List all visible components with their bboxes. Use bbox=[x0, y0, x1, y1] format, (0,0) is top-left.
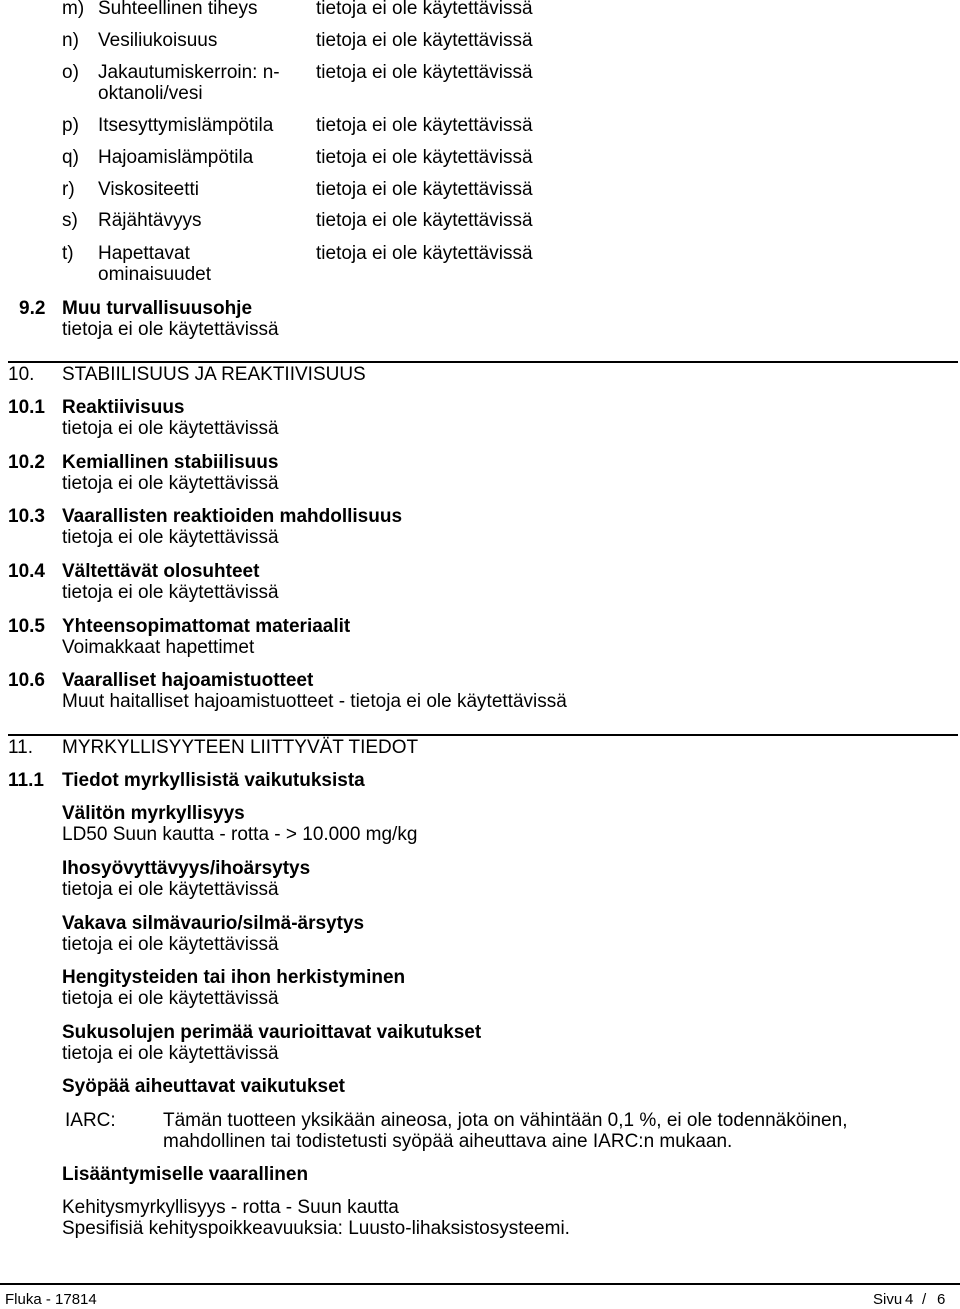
subsection-text: tietoja ei ole käytettävissä bbox=[62, 581, 279, 603]
property-value: tietoja ei ole käytettävissä bbox=[316, 178, 533, 200]
section-11-heading bbox=[0, 737, 960, 758]
property-letter: o) bbox=[62, 61, 79, 83]
section-title: MYRKYLLISYYTEEN LIITTYVÄT TIEDOT bbox=[62, 736, 419, 758]
property-name: Viskositeetti bbox=[98, 178, 200, 200]
toxicity-text: LD50 Suun kautta - rotta - > 10.000 mg/kg bbox=[62, 823, 418, 845]
footer-product-code: Fluka - 17814 bbox=[5, 1291, 97, 1308]
reproductive-toxicity-text bbox=[0, 1196, 960, 1239]
subsection-title: Vaarallisten reaktioiden mahdollisuus bbox=[62, 505, 403, 527]
subsection-text: tietoja ei ole käytettävissä bbox=[62, 417, 279, 439]
property-row bbox=[0, 242, 960, 285]
property-name: Suhteellinen tiheys bbox=[98, 0, 258, 19]
iarc-row bbox=[0, 1109, 960, 1152]
page-current: 4 bbox=[905, 1291, 914, 1308]
subsection-title: Vaaralliset hajoamistuotteet bbox=[62, 669, 314, 691]
subsection-10-1 bbox=[0, 396, 960, 439]
subsection-title: Kemiallinen stabiilisuus bbox=[62, 451, 279, 473]
subsection-title: Vältettävät olosuhteet bbox=[62, 560, 260, 582]
subsection-title: Yhteensopimattomat materiaalit bbox=[62, 615, 351, 637]
toxicity-text: tietoja ei ole käytettävissä bbox=[62, 1042, 279, 1064]
toxicity-item bbox=[0, 966, 960, 1009]
property-name: Jakautumiskerroin: n-oktanoli/vesi bbox=[98, 61, 280, 104]
section-divider bbox=[8, 734, 958, 736]
toxicity-heading: Vakava silmävaurio/silmä-ärsytys bbox=[62, 912, 365, 934]
property-letter: q) bbox=[62, 146, 79, 168]
property-row bbox=[0, 115, 960, 136]
property-letter: m) bbox=[62, 0, 85, 19]
property-row bbox=[0, 0, 960, 19]
property-row bbox=[0, 61, 960, 104]
subsection-9-2 bbox=[0, 297, 960, 340]
property-name: Hajoamislämpötila bbox=[98, 146, 254, 168]
subsection-number: 10.1 bbox=[8, 396, 45, 418]
subsection-10-5 bbox=[0, 615, 960, 658]
subsection-text: Voimakkaat hapettimet bbox=[62, 636, 255, 658]
iarc-label: IARC: bbox=[65, 1109, 116, 1131]
toxicity-item bbox=[0, 1021, 960, 1064]
property-row bbox=[0, 147, 960, 168]
subsection-text: tietoja ei ole käytettävissä bbox=[62, 526, 279, 548]
property-row bbox=[0, 210, 960, 231]
property-value: tietoja ei ole käytettävissä bbox=[316, 29, 533, 51]
subsection-number: 11.1 bbox=[8, 769, 44, 791]
subsection-text: Muut haitalliset hajoamistuotteet - tietoja ei ole käytettävissä bbox=[62, 690, 567, 712]
property-name: Vesiliukoisuus bbox=[98, 29, 218, 51]
property-name: Hapettavat ominaisuudet bbox=[98, 242, 212, 285]
property-letter: p) bbox=[62, 114, 79, 136]
toxicity-heading: Syöpää aiheuttavat vaikutukset bbox=[62, 1075, 345, 1097]
property-value: tietoja ei ole käytettävissä bbox=[316, 0, 533, 19]
subsection-11-1 bbox=[0, 770, 960, 791]
subsection-10-6 bbox=[0, 669, 960, 712]
subsection-title: Muu turvallisuusohje bbox=[62, 297, 253, 319]
toxicity-text-line: Spesifisiä kehityspoikkeavuuksia: Luusto-lihaksistosysteemi. bbox=[62, 1217, 570, 1239]
subsection-text: tietoja ei ole käytettävissä bbox=[62, 318, 279, 340]
property-row bbox=[0, 30, 960, 51]
toxicity-heading: Ihosyövyttävyys/ihoärsytys bbox=[62, 857, 311, 879]
subsection-number: 10.2 bbox=[8, 451, 45, 473]
footer-divider bbox=[0, 1283, 960, 1285]
section-title: STABIILISUUS JA REAKTIIVISUUS bbox=[62, 363, 366, 385]
toxicity-heading: Hengitysteiden tai ihon herkistyminen bbox=[62, 966, 406, 988]
property-value: tietoja ei ole käytettävissä bbox=[316, 209, 533, 231]
subsection-10-3 bbox=[0, 505, 960, 548]
property-value: tietoja ei ole käytettävissä bbox=[316, 146, 533, 168]
subsection-title: Reaktiivisuus bbox=[62, 396, 185, 418]
toxicity-item bbox=[0, 912, 960, 955]
toxicity-item bbox=[0, 802, 960, 845]
subsection-number: 9.2 bbox=[19, 297, 46, 319]
toxicity-heading: Lisääntymiselle vaarallinen bbox=[62, 1163, 309, 1185]
section-number: 11. bbox=[8, 736, 34, 758]
carcinogenicity-item bbox=[0, 1076, 960, 1097]
property-letter: n) bbox=[62, 29, 79, 51]
iarc-text: Tämän tuotteen yksikään aineosa, jota on vähintään 0,1 %, ei ole todennäköinen, mahdollinen tai todistetusti syöpää aiheuttava aine IARC:n mukaan. bbox=[163, 1109, 848, 1152]
subsection-number: 10.6 bbox=[8, 669, 45, 691]
toxicity-item bbox=[0, 857, 960, 900]
toxicity-text-line: Kehitysmyrkyllisyys - rotta - Suun kautta bbox=[62, 1196, 399, 1218]
toxicity-text: tietoja ei ole käytettävissä bbox=[62, 987, 279, 1009]
page-total: 6 bbox=[937, 1291, 946, 1308]
subsection-number: 10.3 bbox=[8, 505, 45, 527]
reproductive-toxicity-item bbox=[0, 1164, 960, 1185]
toxicity-heading: Sukusolujen perimää vaurioittavat vaikutukset bbox=[62, 1021, 482, 1043]
property-value: tietoja ei ole käytettävissä bbox=[316, 242, 533, 264]
property-row bbox=[0, 179, 960, 200]
property-value: tietoja ei ole käytettävissä bbox=[316, 114, 533, 136]
property-letter: r) bbox=[62, 178, 75, 200]
page-separator: / bbox=[922, 1291, 927, 1308]
property-value: tietoja ei ole käytettävissä bbox=[316, 61, 533, 83]
subsection-10-4 bbox=[0, 560, 960, 603]
property-name: Itsesyttymislämpötila bbox=[98, 114, 274, 136]
page-label: Sivu bbox=[873, 1291, 903, 1308]
section-10-heading bbox=[0, 364, 960, 385]
subsection-text: tietoja ei ole käytettävissä bbox=[62, 472, 279, 494]
property-letter: t) bbox=[62, 242, 74, 264]
section-divider bbox=[8, 361, 958, 363]
subsection-number: 10.5 bbox=[8, 615, 45, 637]
toxicity-text: tietoja ei ole käytettävissä bbox=[62, 933, 279, 955]
section-number: 10. bbox=[8, 363, 35, 385]
subsection-number: 10.4 bbox=[8, 560, 45, 582]
toxicity-heading: Välitön myrkyllisyys bbox=[62, 802, 245, 824]
property-name: Räjähtävyys bbox=[98, 209, 202, 231]
property-letter: s) bbox=[62, 209, 78, 231]
subsection-title: Tiedot myrkyllisistä vaikutuksista bbox=[62, 769, 365, 791]
toxicity-text: tietoja ei ole käytettävissä bbox=[62, 878, 279, 900]
subsection-10-2 bbox=[0, 451, 960, 494]
